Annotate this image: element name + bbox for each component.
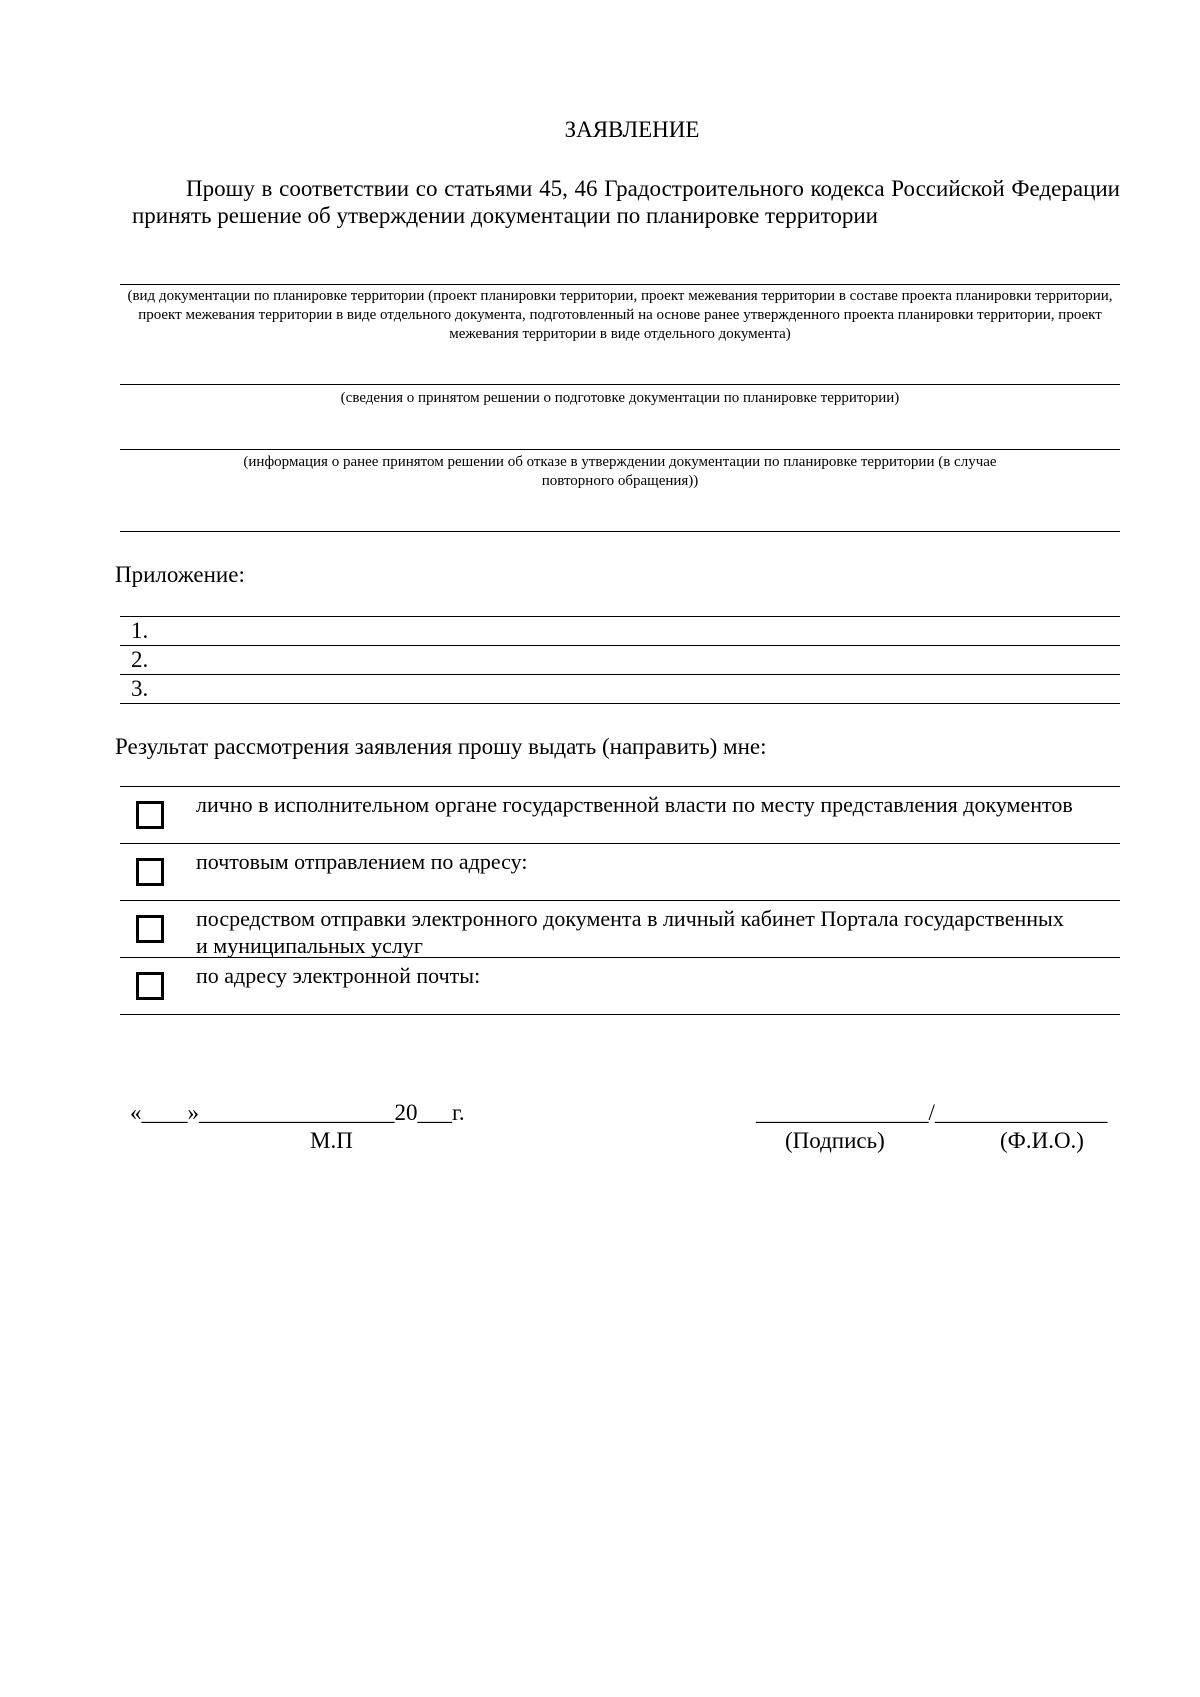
request-paragraph: Прошу в соответствии со статьями 45, 46 Градостроительного кодекса Российской Федерации принять решение об утверждении документации по планировке территории [132,176,1120,228]
field-line-extra[interactable] [120,531,1120,532]
option-label: лично в исполнительном органе государственной власти по месту представления документов [196,792,1073,817]
attachment-item-2[interactable] [120,646,1120,675]
attachment-item-1[interactable] [120,617,1120,646]
checkbox-post[interactable] [136,858,164,886]
delivery-option-in-person[interactable] [120,787,1120,844]
result-label: Результат рассмотрения заявления прошу выдать (направить) мне: [115,734,767,759]
option-label: по адресу электронной почты: [196,963,481,988]
field-line-previous-refusal[interactable] [120,449,1120,450]
option-label: посредством отправки электронного документа в личный кабинет Портала государственных и муниципальных услуг [196,906,1064,958]
delivery-option-portal[interactable] [120,901,1120,958]
field-note-documentation-type: (вид документации по планировке территории (проект планировки территории, проект межевания территории в составе проекта планировки территории, проект межевания территории в виде отдельного документа, подготовленный на основе ранее утвержденного проекта планировки территории, проект межевания территории в виде отдельного документа) [127,288,1113,342]
checkbox-in-person[interactable] [136,801,164,829]
date-line[interactable]: «____»_________________20___г. [130,1100,465,1125]
attachment-item-3[interactable] [120,675,1120,704]
attachment-label: Приложение: [115,562,245,587]
attachment-item-number: 2. [131,647,149,672]
attachment-item-number: 1. [131,618,149,643]
attachment-item-number: 3. [131,676,149,701]
checkbox-portal[interactable] [136,915,164,943]
full-name-label: (Ф.И.О.) [1000,1128,1084,1153]
field-note-previous-refusal: (информация о ранее принятом решении об отказе в утверждении документации по планировке территории (в случае повторного обращения)) [243,454,997,489]
delivery-option-post[interactable] [120,844,1120,901]
field-note-preparation-decision: (сведения о принятом решении о подготовке документации по планировке территории) [340,390,900,406]
signature-label: (Подпись) [785,1128,885,1153]
delivery-option-email[interactable] [120,958,1120,1015]
option-label: почтовым отправлением по адресу: [196,849,528,874]
checkbox-email[interactable] [136,972,164,1000]
field-line-preparation-decision[interactable] [120,384,1120,385]
stamp-label: М.П [310,1128,353,1153]
signature-line[interactable]: _______________/_______________ [756,1100,1108,1125]
document-title: ЗАЯВЛЕНИЕ [564,117,700,142]
field-line-documentation-type[interactable] [120,284,1120,285]
